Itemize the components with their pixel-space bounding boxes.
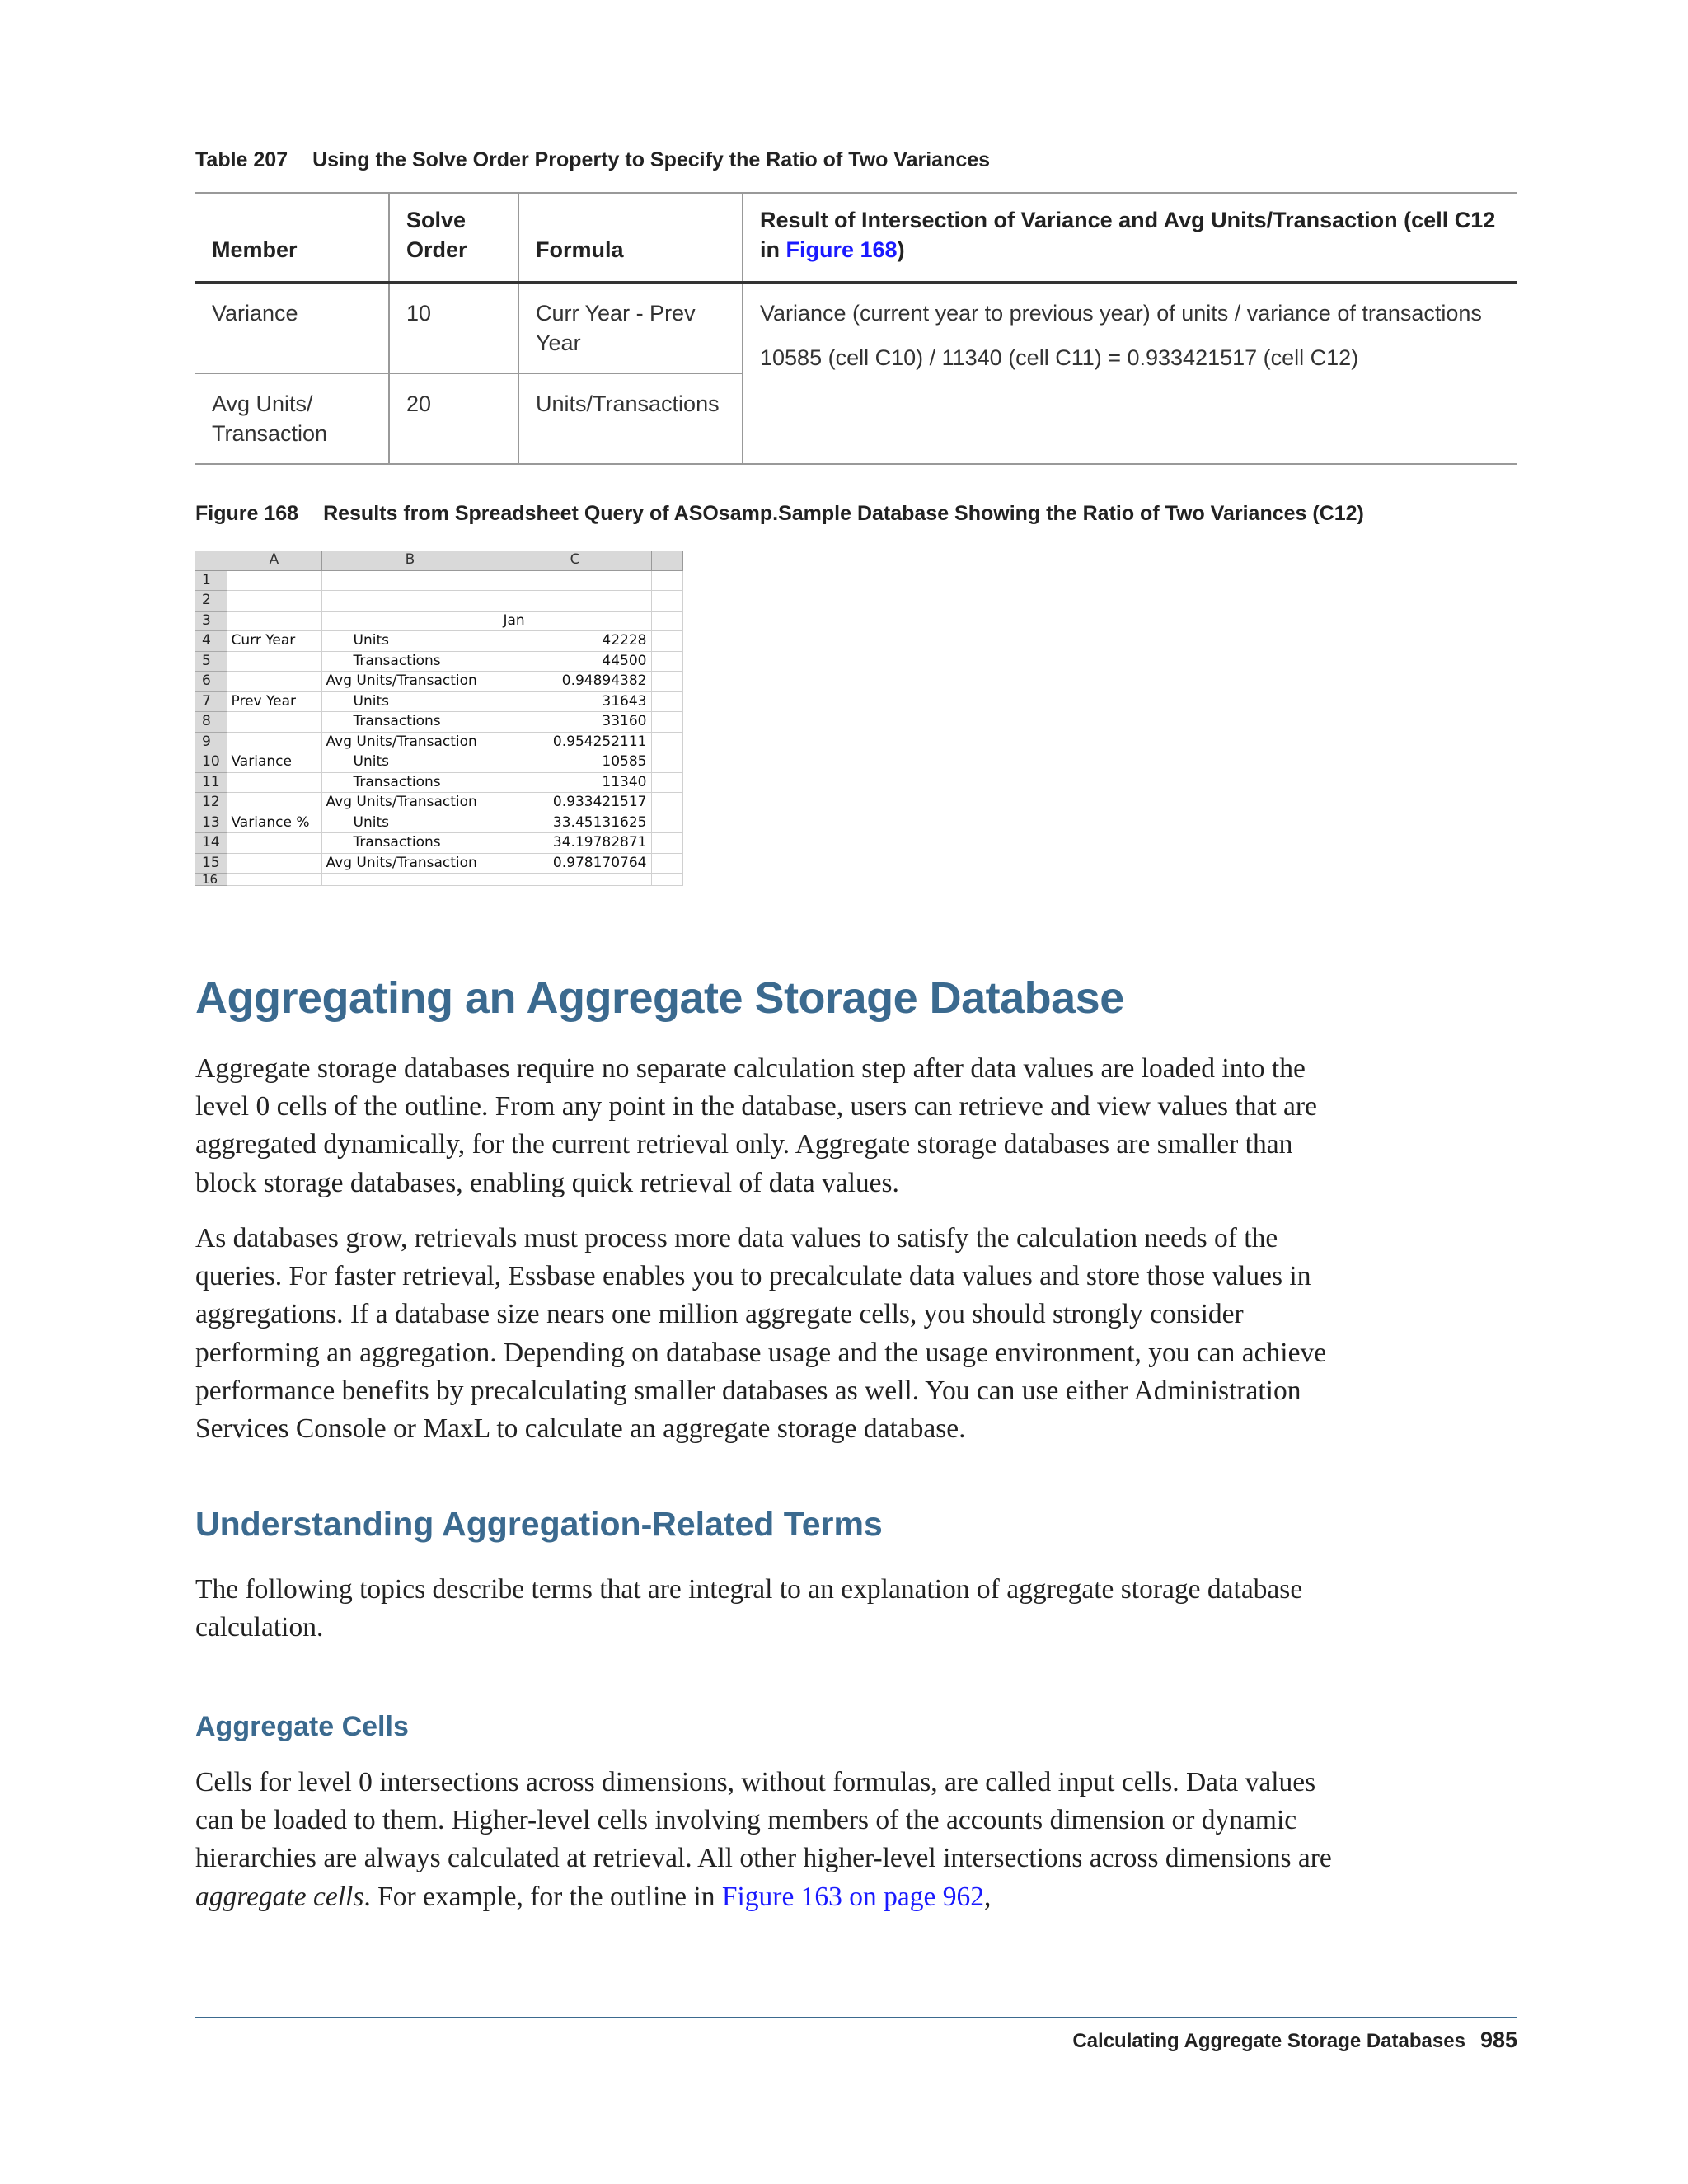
page-footer: [1072, 2027, 1517, 2053]
cell-b: Transactions: [321, 651, 499, 672]
column-header-d: [651, 551, 682, 570]
cell-c: [499, 570, 651, 591]
cell-formula: Units/Transactions: [518, 373, 743, 464]
row-header: 16: [195, 874, 227, 886]
cell-b: [321, 611, 499, 631]
cell-c: [499, 874, 651, 886]
table-row: [195, 283, 1517, 374]
table-title: Using the Solve Order Property to Specify the Ratio of Two Variances: [312, 148, 991, 171]
spreadsheet-row: [195, 853, 682, 874]
cell-d: [651, 833, 682, 854]
page-number: 985: [1479, 2027, 1517, 2052]
table-header-row: [195, 193, 1517, 283]
cell-d: [651, 591, 682, 612]
header-solve-order-line1: Solve: [406, 208, 467, 232]
cell-d: [651, 853, 682, 874]
cell-member: [195, 373, 389, 464]
spreadsheet-row: [195, 813, 682, 833]
figure-title: Results from Spreadsheet Query of ASOsamp.Sample Database Showing the Ratio of Two Variances (C12): [323, 502, 1364, 525]
header-result-text: Result of Intersection of Variance and Avg Units/Transaction (cell C12 in: [760, 208, 1496, 262]
result-line-1: Variance (current year to previous year) of units / variance of transactions: [760, 301, 1482, 326]
spreadsheet-column-header-row: [195, 551, 682, 570]
cell-a: [227, 651, 321, 672]
footer-rule: [195, 2017, 1517, 2018]
row-header: 10: [195, 752, 227, 773]
cell-d: [651, 691, 682, 712]
cell-member: Variance: [195, 283, 389, 374]
cell-b: [321, 591, 499, 612]
header-solve-order-line2: Order: [406, 237, 467, 262]
header-result-close: ): [897, 237, 905, 262]
cell-c: 0.933421517: [499, 793, 651, 813]
cell-formula: Curr Year - Prev Year: [518, 283, 743, 374]
solve-order-table: [195, 192, 1517, 465]
spreadsheet-row: [195, 833, 682, 854]
spreadsheet-row: [195, 793, 682, 813]
topic-heading: Aggregate Cells: [195, 1711, 409, 1742]
cell-b: Avg Units/Transaction: [321, 672, 499, 692]
spreadsheet-row: [195, 591, 682, 612]
cell-c: 44500: [499, 651, 651, 672]
row-header: 6: [195, 672, 227, 692]
cell-d: [651, 672, 682, 692]
cell-d: [651, 631, 682, 652]
cell-result: [743, 283, 1517, 465]
cell-a: [227, 772, 321, 793]
cell-a: [227, 712, 321, 733]
spreadsheet-row: [195, 672, 682, 692]
row-header: 14: [195, 833, 227, 854]
cell-c: 33160: [499, 712, 651, 733]
cell-d: [651, 752, 682, 773]
cell-solve-order: 10: [389, 283, 518, 374]
cell-member-line2: Transaction: [212, 421, 328, 446]
cell-c: Jan: [499, 611, 651, 631]
row-header: 5: [195, 651, 227, 672]
row-header: 4: [195, 631, 227, 652]
cell-c: 34.19782871: [499, 833, 651, 854]
cell-c: [499, 591, 651, 612]
cell-d: [651, 651, 682, 672]
cell-d: [651, 732, 682, 752]
cell-a: Variance %: [227, 813, 321, 833]
footer-chapter-title: Calculating Aggregate Storage Databases: [1072, 2030, 1465, 2052]
cell-solve-order: 20: [389, 373, 518, 464]
cell-d: [651, 772, 682, 793]
cell-b: Avg Units/Transaction: [321, 732, 499, 752]
cell-a: [227, 611, 321, 631]
cell-b: Units: [321, 691, 499, 712]
paragraph-2: As databases grow, retrievals must process more data values to satisfy the calculation needs of the queries. For faster retrieval, Essbase enables you to precalculate data values and store those values in aggregations. If a database size nears one million aggregate cells, you should strongly consider performing an aggregation. Depending on database usage and the usage environment, you can achieve performance benefits by precalculating smaller databases as well. You can use either Administration Services Console or MaxL to calculate an aggregate storage database.: [195, 1223, 1327, 1445]
cell-a: Curr Year: [227, 631, 321, 652]
row-header: 13: [195, 813, 227, 833]
row-header: 2: [195, 591, 227, 612]
cell-c: 0.954252111: [499, 732, 651, 752]
spreadsheet-row: [195, 772, 682, 793]
figure-163-link[interactable]: Figure 163 on page 962: [721, 1881, 985, 1912]
cell-b: [321, 874, 499, 886]
figure-number: Figure 168: [195, 502, 299, 525]
cell-a: [227, 833, 321, 854]
cell-a: [227, 672, 321, 692]
cell-b: Units: [321, 752, 499, 773]
cell-c: 33.45131625: [499, 813, 651, 833]
cell-c: 0.94894382: [499, 672, 651, 692]
spreadsheet-row: [195, 631, 682, 652]
cell-a: [227, 591, 321, 612]
header-solve-order: [389, 193, 518, 283]
spreadsheet-row: [195, 651, 682, 672]
cell-member-line1: Avg Units/: [212, 391, 313, 416]
cell-d: [651, 570, 682, 591]
cell-a: [227, 874, 321, 886]
spreadsheet-row: [195, 691, 682, 712]
cell-b: Transactions: [321, 712, 499, 733]
paragraph-4-text-b: . For example, for the outline in: [363, 1881, 722, 1912]
subsection-heading: Understanding Aggregation-Related Terms: [195, 1505, 883, 1543]
spreadsheet-row: [195, 874, 682, 886]
row-header: 15: [195, 853, 227, 874]
cell-c: 0.978170764: [499, 853, 651, 874]
cell-a: [227, 570, 321, 591]
figure-caption: [195, 502, 1364, 526]
spreadsheet-row: [195, 752, 682, 773]
cell-a: Prev Year: [227, 691, 321, 712]
cell-a: [227, 732, 321, 752]
column-header-c: C: [499, 551, 651, 570]
paragraph-4: [195, 1764, 1341, 1916]
row-header: 11: [195, 772, 227, 793]
spreadsheet-row: [195, 732, 682, 752]
paragraph-4-emphasis: aggregate cells: [195, 1881, 364, 1912]
cell-d: [651, 813, 682, 833]
cell-c: 31643: [499, 691, 651, 712]
table-caption: [195, 148, 990, 172]
table-number: Table 207: [195, 148, 288, 171]
row-header: 12: [195, 793, 227, 813]
cell-b: Units: [321, 813, 499, 833]
header-member: Member: [195, 193, 389, 283]
column-header-b: B: [321, 551, 499, 570]
cell-d: [651, 793, 682, 813]
spreadsheet-row: [195, 570, 682, 591]
cell-d: [651, 611, 682, 631]
cell-b: Units: [321, 631, 499, 652]
header-formula: Formula: [518, 193, 743, 283]
cell-c: 11340: [499, 772, 651, 793]
spreadsheet-row: [195, 712, 682, 733]
column-header-a: A: [227, 551, 321, 570]
cell-d: [651, 874, 682, 886]
spreadsheet-row: [195, 611, 682, 631]
cell-a: Variance: [227, 752, 321, 773]
paragraph-3: The following topics describe terms that are integral to an explanation of aggregate storage database calculation.: [195, 1574, 1303, 1643]
paragraph-1: Aggregate storage databases require no separate calculation step after data values are loaded into the level 0 cells of the outline. From any point in the database, users can retrieve and view values that are aggregated dynamically, for the current retrieval only. Aggregate storage databases are smaller than block storage databases, enabling quick retrieval of data values.: [195, 1053, 1317, 1198]
figure-168-link[interactable]: Figure 168: [785, 237, 898, 262]
row-header: 1: [195, 570, 227, 591]
cell-b: [321, 570, 499, 591]
cell-b: Transactions: [321, 772, 499, 793]
spreadsheet-figure: [195, 551, 683, 886]
cell-c: 42228: [499, 631, 651, 652]
row-header: 8: [195, 712, 227, 733]
row-header: 9: [195, 732, 227, 752]
cell-b: Avg Units/Transaction: [321, 853, 499, 874]
paragraph-4-text-c: ,: [984, 1881, 992, 1912]
result-line-2: 10585 (cell C10) / 11340 (cell C11) = 0.933421517 (cell C12): [760, 345, 1359, 370]
cell-b: Avg Units/Transaction: [321, 793, 499, 813]
cell-a: [227, 793, 321, 813]
row-header: 3: [195, 611, 227, 631]
header-result: [743, 193, 1517, 283]
cell-a: [227, 853, 321, 874]
section-heading: Aggregating an Aggregate Storage Database: [195, 973, 1124, 1023]
cell-c: 10585: [499, 752, 651, 773]
cell-d: [651, 712, 682, 733]
spreadsheet-corner: [195, 551, 227, 570]
paragraph-4-text-a: Cells for level 0 intersections across dimensions, without formulas, are called input cells. Data values can be loaded to them. Higher-level cells involving members of the accounts dimension or dynamic hierarchies are always calculated at retrieval. All other higher-level intersections across dimensions are: [195, 1767, 1332, 1874]
row-header: 7: [195, 691, 227, 712]
cell-b: Transactions: [321, 833, 499, 854]
